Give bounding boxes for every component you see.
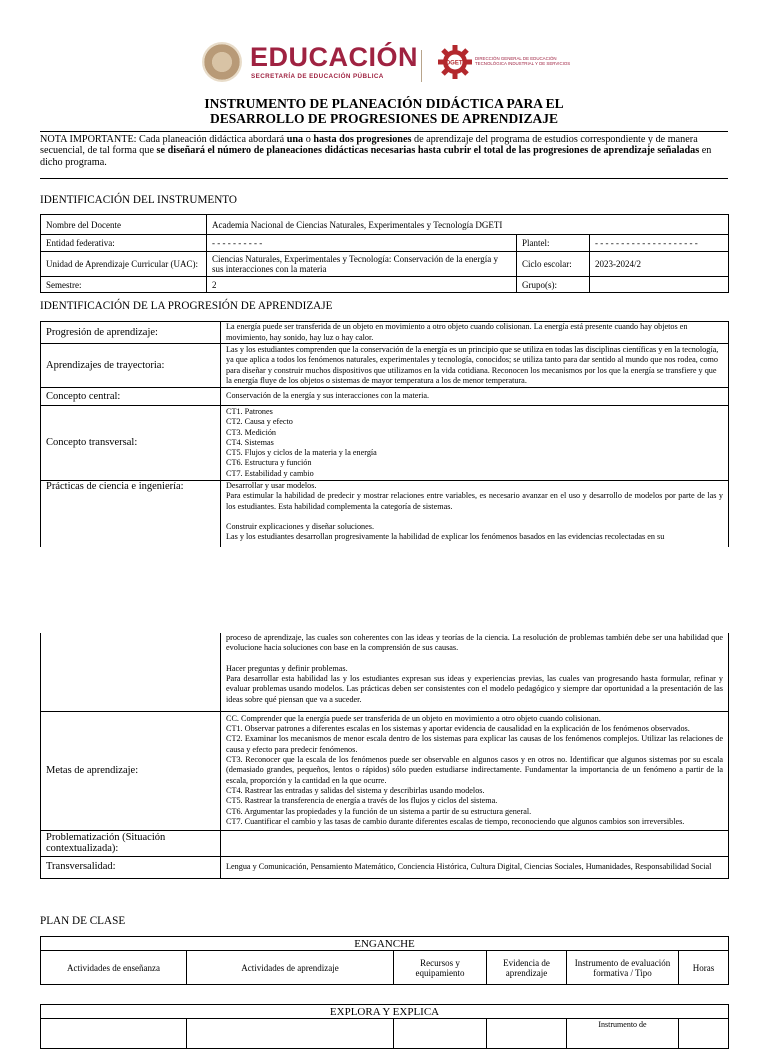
explora-table	[40, 1004, 729, 1049]
enganche-table	[40, 936, 729, 985]
col-actividades-ensenanza: Actividades de enseñanza	[41, 951, 187, 985]
transversal-item: CT6. Estructura y función	[226, 458, 312, 468]
col-horas: Horas	[679, 951, 729, 985]
grupos-label: Grupo(s):	[517, 277, 590, 293]
section-identificacion-instrumento: IDENTIFICACIÓN DEL INSTRUMENTO	[40, 194, 238, 206]
metas-label: Metas de aprendizaje:	[41, 711, 221, 830]
practicas-value-part1: Desarrollar y usar modelos. Para estimular la habilidad de predecir y mostrar relaciones entre variables, es necesario avanzar en el uso y desarrollo de modelos por parte de las y los estudiantes. Esta habilidad complementa la categoría de sistemas. Construir explicaciones y diseñar soluciones. Las y los estudiantes desarrollan progresivamente la habilidad de explicar los fenómenos basados en las evidencias recolectadas en su	[221, 481, 729, 547]
document-title-line1: INSTRUMENTO DE PLANEACIÓN DIDÁCTICA PARA EL	[204, 96, 564, 111]
mexico-seal-logo	[202, 42, 242, 82]
plantel-label: Plantel:	[517, 235, 590, 252]
concepto-transversal-label: Concepto transversal:	[41, 406, 221, 481]
progression-table-part1	[40, 321, 729, 547]
explora-header: EXPLORA Y EXPLICA	[41, 1005, 729, 1019]
concepto-central-label: Concepto central:	[41, 388, 221, 406]
col-cell	[187, 1019, 394, 1049]
semestre-label: Semestre:	[41, 277, 207, 293]
concepto-central-value: Conservación de la energía y sus interacciones con la materia.	[221, 388, 729, 406]
docente-label: Nombre del Docente	[41, 215, 207, 235]
grupos-value	[590, 277, 729, 293]
practicas-label: Prácticas de ciencia e ingeniería:	[41, 481, 221, 547]
transversal-item: CT3. Medición	[226, 427, 277, 437]
trayectoria-value: Las y los estudiantes comprenden que la conservación de la energía es un principio que se utiliza en todas las disciplinas científicas y en la tecnología, ya que aplica a todos los fenómenos naturales, experimentales y tecnología, conocidos; se utiliza tanto para dar sentido al mundo que nos rodea, como para diseñar y construir muchos dispositivos que utilizamos en la vida cotidiana. Reconocen los mecanismos por los que la energía se transfiere y que la energía fluye de los objetos o sistemas de mayor temperatura a los de menor temperatura.	[221, 344, 729, 388]
entidad-label: Entidad federativa:	[41, 235, 207, 252]
dgeti-text: DIRECCIÓN GENERAL DE EDUCACIÓN TECNOLÓGICA INDUSTRIAL Y DE SERVICIOS	[475, 56, 571, 66]
practicas-label-continued	[41, 633, 221, 711]
progresion-label: Progresión de aprendizaje:	[41, 322, 221, 344]
uac-value: Ciencias Naturales, Experimentales y Tecnología: Conservación de la energía y sus interacciones con la materia	[207, 252, 517, 277]
header-divider	[421, 50, 422, 82]
problematizacion-value	[221, 830, 729, 856]
col-cell	[41, 1019, 187, 1049]
enganche-header: ENGANCHE	[41, 937, 729, 951]
top-rule	[40, 131, 728, 132]
col-recursos: Recursos y equipamiento	[394, 951, 487, 985]
col-actividades-aprendizaje: Actividades de aprendizaje	[187, 951, 394, 985]
col-instrumento-partial: Instrumento de	[567, 1019, 679, 1049]
progression-table-part2	[40, 633, 729, 879]
ciclo-value: 2023-2024/2	[590, 252, 729, 277]
document-title-line2: DESARROLLO DE PROGRESIONES DE APRENDIZAJE	[209, 111, 559, 126]
section-plan-de-clase: PLAN DE CLASE	[40, 915, 126, 927]
transversalidad-value: Lengua y Comunicación, Pensamiento Matemático, Conciencia Histórica, Cultura Digital, Ciencias Sociales, Humanidades, Responsabilidad Social	[221, 856, 729, 878]
entidad-value: - - - - - - - - - -	[207, 235, 517, 252]
problematizacion-label: Problematización (Situación contextualizada):	[41, 830, 221, 856]
uac-label: Unidad de Aprendizaje Curricular (UAC):	[41, 252, 207, 277]
svg-text:DGETI: DGETI	[445, 60, 465, 67]
transversal-item: CT1. Patrones	[226, 406, 273, 416]
brand-subtitle: SECRETARÍA DE EDUCACIÓN PÚBLICA	[251, 73, 384, 80]
progresion-value: La energía puede ser transferida de un objeto en movimiento a otro objeto cuando colisionan. La energía está presente cuando hay objetos en movimiento, hay sonido, hay luz o hay calor.	[221, 322, 729, 344]
col-cell	[487, 1019, 567, 1049]
col-instrumento: Instrumento de evaluación formativa / Tipo	[567, 951, 679, 985]
docente-value: Academia Nacional de Ciencias Naturales, Experimentales y Tecnología DGETI	[207, 215, 729, 235]
metas-value: CC. Comprender que la energía puede ser transferida de un objeto en movimiento a otro objeto cuando colisionan. CT1. Observar patrones a diferentes escalas en los sistemas y aportar evidencia de causalidad en la explicación de los fenómenos observados. CT2. Examinar los mecanismos de menor escala dentro de los sistemas para explicar las causas de los fenómenos complejos. Utilizar las relaciones de causa y efecto para predecir fenómenos. CT3. Reconocer que la escala de los fenómenos puede ser observable en algunos casos y en otros no. Identificar que algunos sistemas por su escala (demasiado grandes, pequeños, lentos o rápidos) sólo pueden estudiarse indirectamente. Fundamentar la importancia de un fenómeno a partir de la escala, proporción y la cantidad en la que ocurre. CT4. Rastrear las entradas y salidas del sistema y describirlas usando modelos. CT5. Rastrear la transferencia de energía a través de los flujos y ciclos del sistema. CT6. Argumentar las propiedades y la función de un sistema a partir de su estructura general. CT7. Cuantificar el cambio y las tasas de cambio durante diferentes escalas de tiempo, reconociendo que algunos cambios son irreversibles.	[221, 711, 729, 830]
transversal-item: CT5. Flujos y ciclos de la materia y la energía	[226, 448, 377, 458]
col-cell	[394, 1019, 487, 1049]
concepto-transversal-value	[221, 406, 729, 481]
plantel-value: - - - - - - - - - - - - - - - - - - - -	[590, 235, 729, 252]
transversalidad-label: Transversalidad:	[41, 856, 221, 878]
transversal-item: CT7. Estabilidad y cambio	[226, 468, 314, 478]
brand-title: EDUCACIÓN	[250, 42, 419, 72]
trayectoria-label: Aprendizajes de trayectoria:	[41, 344, 221, 388]
important-note: NOTA IMPORTANTE: Cada planeación didáctica abordará una o hasta dos progresiones de aprendizaje del programa de estudios correspondiente y de manera secuencial, de tal forma que se diseñará el número de planeaciones didácticas necesarias hasta cubrir el total de las progresiones de aprendizaje señaladas en dicho programa.	[40, 134, 712, 168]
transversal-item: CT2. Causa y efecto	[226, 417, 293, 427]
col-cell	[679, 1019, 729, 1049]
instrument-identification-table	[40, 214, 729, 293]
ciclo-label: Ciclo escolar:	[517, 252, 590, 277]
transversal-item: CT4. Sistemas	[226, 437, 274, 447]
note-rule	[40, 178, 728, 179]
semestre-value: 2	[207, 277, 517, 293]
practicas-value-part2: proceso de aprendizaje, las cuales son coherentes con las ideas y teorías de la ciencia. La resolución de problemas también debe ser una habilidad que evolucione hacia soluciones con base en la comprensión de sus causas. Hacer preguntas y definir problemas. Para desarrollar esta habilidad las y los estudiantes expresan sus ideas y experiencias previas, las cuales van progresando hasta formular, refinar y evaluar problemas usando modelos. Las prácticas deben ser consistentes con el modelo pedagógico y siempre dar oportunidad a la presentación de las ideas sobre qué piensan que va a suceder.	[221, 633, 729, 711]
col-evidencia: Evidencia de aprendizaje	[487, 951, 567, 985]
section-identificacion-progresion: IDENTIFICACIÓN DE LA PROGRESIÓN DE APRENDIZAJE	[40, 300, 333, 312]
dgeti-gear-logo	[437, 44, 473, 80]
